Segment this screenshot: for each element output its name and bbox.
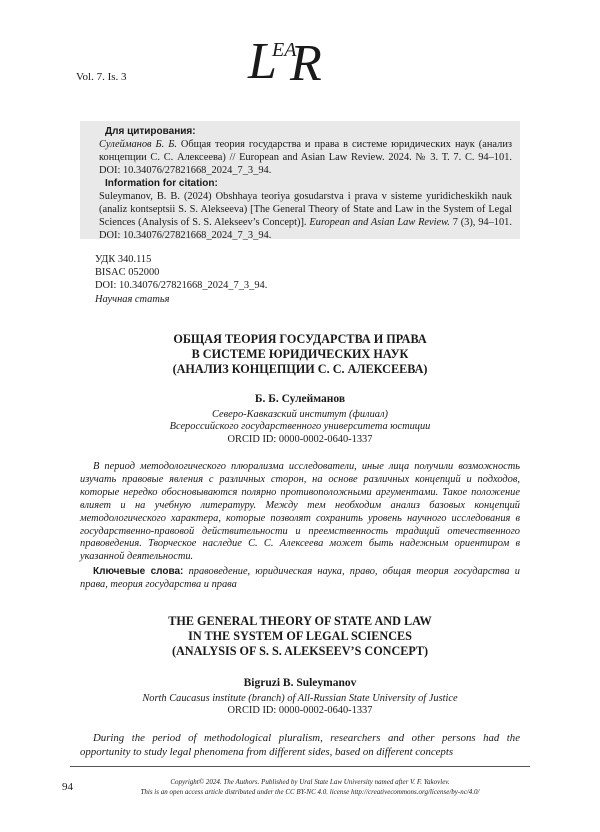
- keywords-ru: [80, 566, 520, 592]
- journal-logo: [246, 30, 330, 88]
- affiliation-en: North Caucasus institute (branch) of All-Russian State University of Justice: [70, 693, 530, 706]
- copyright-notice: [120, 778, 500, 797]
- author-name-ru: Б. Б. Сулейманов: [70, 393, 530, 406]
- udk: УДК 340.115: [95, 253, 267, 266]
- svg-text:R: R: [289, 35, 322, 88]
- citation-en-heading: Information for citation:: [88, 177, 512, 190]
- author-name-en: Bigruzi B. Suleymanov: [70, 677, 530, 690]
- title-ru-line-1: ОБЩАЯ ТЕОРИЯ ГОСУДАРСТВА И ПРАВА: [70, 332, 530, 347]
- affiliation-ru-2: Всероссийского государственного университета юстиции: [70, 421, 530, 434]
- page-number: 94: [62, 781, 73, 793]
- copyright-line-2: This is an open access article distributed under the CC BY-NC 4.0. license http://creativecommons.org/license/by-nc/4.0/: [120, 788, 500, 798]
- title-en: [70, 614, 530, 659]
- abstract-ru: В период методологического плюрализма исследователи, иные лица получили возможность изучать правовые явления с различных сторон, на основе различных концепций и подходов, которые нередко обосновываются полярно противоположными аргументами. Такое положение влияет и на учебную литературу. Между тем необходим анализ базовых концепций методологического характера, которые позволят сохранить уровень научного исследования в государственно-правовой действительности и преемственность традиций отечественного правоведения. Творческое наследие С. С. Алексеева может быть надежным ориентиром в указанной деятельности.: [80, 461, 520, 564]
- keywords-list: правоведение, юридическая наука, право, общая теория государства и права, теория государства и права: [80, 566, 520, 590]
- doi: DOI: 10.34076/27821668_2024_7_3_94.: [95, 279, 267, 292]
- citation-ru-authors: Сулейманов Б. Б.: [99, 139, 177, 150]
- bisac: BISAC 052000: [95, 266, 267, 279]
- citation-ru-text: Сулейманов Б. Б. Общая теория государства и права в системе юридических наук (анализ концепции С. С. Алексеева) // European and Asian Law Review. 2024. № 3. Т. 7. С. 94–101. DOI: 10.34076/27821668_2024_7_3_94.: [88, 138, 512, 177]
- copyright-line-1: Copyright© 2024. The Authors. Published by Ural State Law University named after V. F. Yakovlev.: [120, 778, 500, 788]
- abstract-en: During the period of methodological pluralism, researchers and other persons had the opportunity to study legal phenomena from different sides, based on different concepts: [80, 731, 520, 759]
- citation-en-journal: European and Asian Law Review.: [309, 217, 450, 228]
- footer-divider: [70, 766, 530, 767]
- orcid-ru: ORCID ID: 0000-0002-0640-1337: [70, 434, 530, 447]
- title-ru: [70, 332, 530, 377]
- title-ru-line-3: (АНАЛИЗ КОНЦЕПЦИИ С. С. АЛЕКСЕЕВА): [70, 362, 530, 377]
- orcid-en: ORCID ID: 0000-0002-0640-1337: [70, 705, 530, 718]
- title-en-line-3: (ANALYSIS OF S. S. ALEKSEEV’S CONCEPT): [70, 644, 530, 659]
- citation-en-text: Suleymanov, B. B. (2024) Obshhaya teoriya gosudarstva i prava v sisteme yuridi­cheskikh nauk (analiz kontseptsii S. S. Alekseeva) [The General Theory of State and Law in the System of Legal Sciences (Analysis of S. S. Alekseev’s Concept)]. European and Asian Law Review. 7 (3), 94–101. DOI: 10.34076/27821668_2024_7_3_94.: [88, 190, 512, 242]
- author-block-ru: [70, 393, 530, 446]
- svg-text:EA: EA: [271, 39, 297, 61]
- article-meta: [95, 253, 267, 306]
- citation-box: [80, 121, 520, 239]
- author-block-en: [70, 677, 530, 718]
- title-ru-line-2: В СИСТЕМЕ ЮРИДИЧЕСКИХ НАУК: [70, 347, 530, 362]
- volume-issue: Vol. 7. Is. 3: [76, 71, 127, 83]
- affiliation-ru-1: Северо-Кавказский институт (филиал): [70, 409, 530, 422]
- svg-text:L: L: [247, 33, 277, 88]
- citation-ru-heading: Для цитирования:: [88, 125, 512, 138]
- keywords-label: Ключевые слова:: [93, 566, 183, 577]
- title-en-line-1: THE GENERAL THEORY OF STATE AND LAW: [70, 614, 530, 629]
- title-en-line-2: IN THE SYSTEM OF LEGAL SCIENCES: [70, 629, 530, 644]
- article-type: Научная статья: [95, 293, 267, 306]
